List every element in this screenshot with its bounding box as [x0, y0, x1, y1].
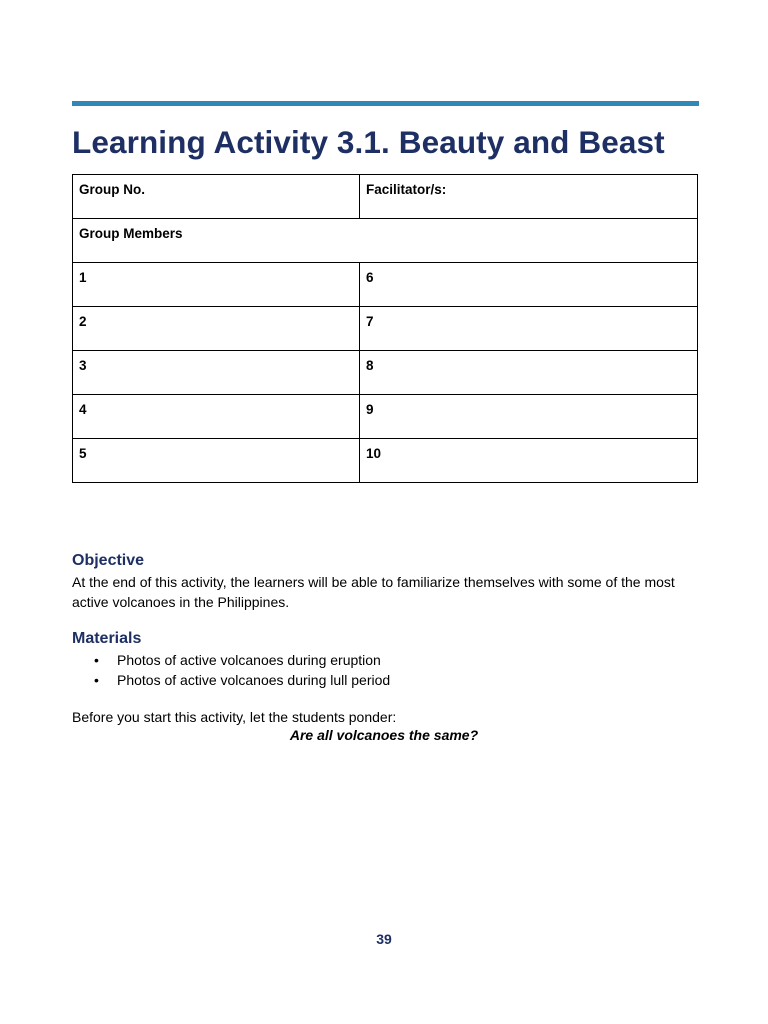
- list-item: [72, 671, 390, 691]
- member-cell: 6: [360, 263, 698, 307]
- table-row: [73, 351, 698, 395]
- list-item-label: Photos of active volcanoes during lull period: [117, 671, 391, 688]
- table-row: [73, 439, 698, 483]
- group-table: [72, 174, 698, 483]
- header-rule: [72, 101, 699, 106]
- objective-text: At the end of this activity, the learners will be able to familiarize themselves with some of the most active volcanoes in the Philippines.: [72, 574, 675, 610]
- member-cell: 9: [360, 395, 698, 439]
- member-cell: 7: [360, 307, 698, 351]
- group-no-cell: Group No.: [73, 175, 360, 219]
- table-row: [73, 395, 698, 439]
- table-row: [73, 263, 698, 307]
- table-row: [73, 175, 698, 219]
- bullet-icon: •: [94, 652, 99, 668]
- facilitator-cell: Facilitator/s:: [360, 175, 698, 219]
- prompt-text: Before you start this activity, let the students ponder:: [72, 709, 397, 725]
- bullet-icon: •: [94, 671, 99, 688]
- member-cell: 1: [73, 263, 360, 307]
- list-item: [72, 651, 390, 671]
- materials-list: [72, 651, 390, 690]
- table-row: [73, 307, 698, 351]
- question-label: Are all volcanoes the same?: [289, 727, 479, 743]
- list-item-label: Photos of active volcanoes during eruption: [117, 652, 381, 668]
- member-cell: 3: [73, 351, 360, 395]
- page-number: 39: [376, 931, 392, 947]
- question-text: [0, 727, 768, 743]
- member-cell: 4: [73, 395, 360, 439]
- member-cell: 8: [360, 351, 698, 395]
- objective-heading: Objective: [72, 552, 145, 569]
- member-cell: 5: [73, 439, 360, 483]
- materials-heading: Materials: [72, 630, 142, 647]
- table-row: [73, 219, 698, 263]
- member-cell: 2: [73, 307, 360, 351]
- page-title: Learning Activity 3.1. Beauty and Beast: [72, 124, 665, 160]
- member-cell: 10: [360, 439, 698, 483]
- group-members-cell: Group Members: [73, 219, 698, 263]
